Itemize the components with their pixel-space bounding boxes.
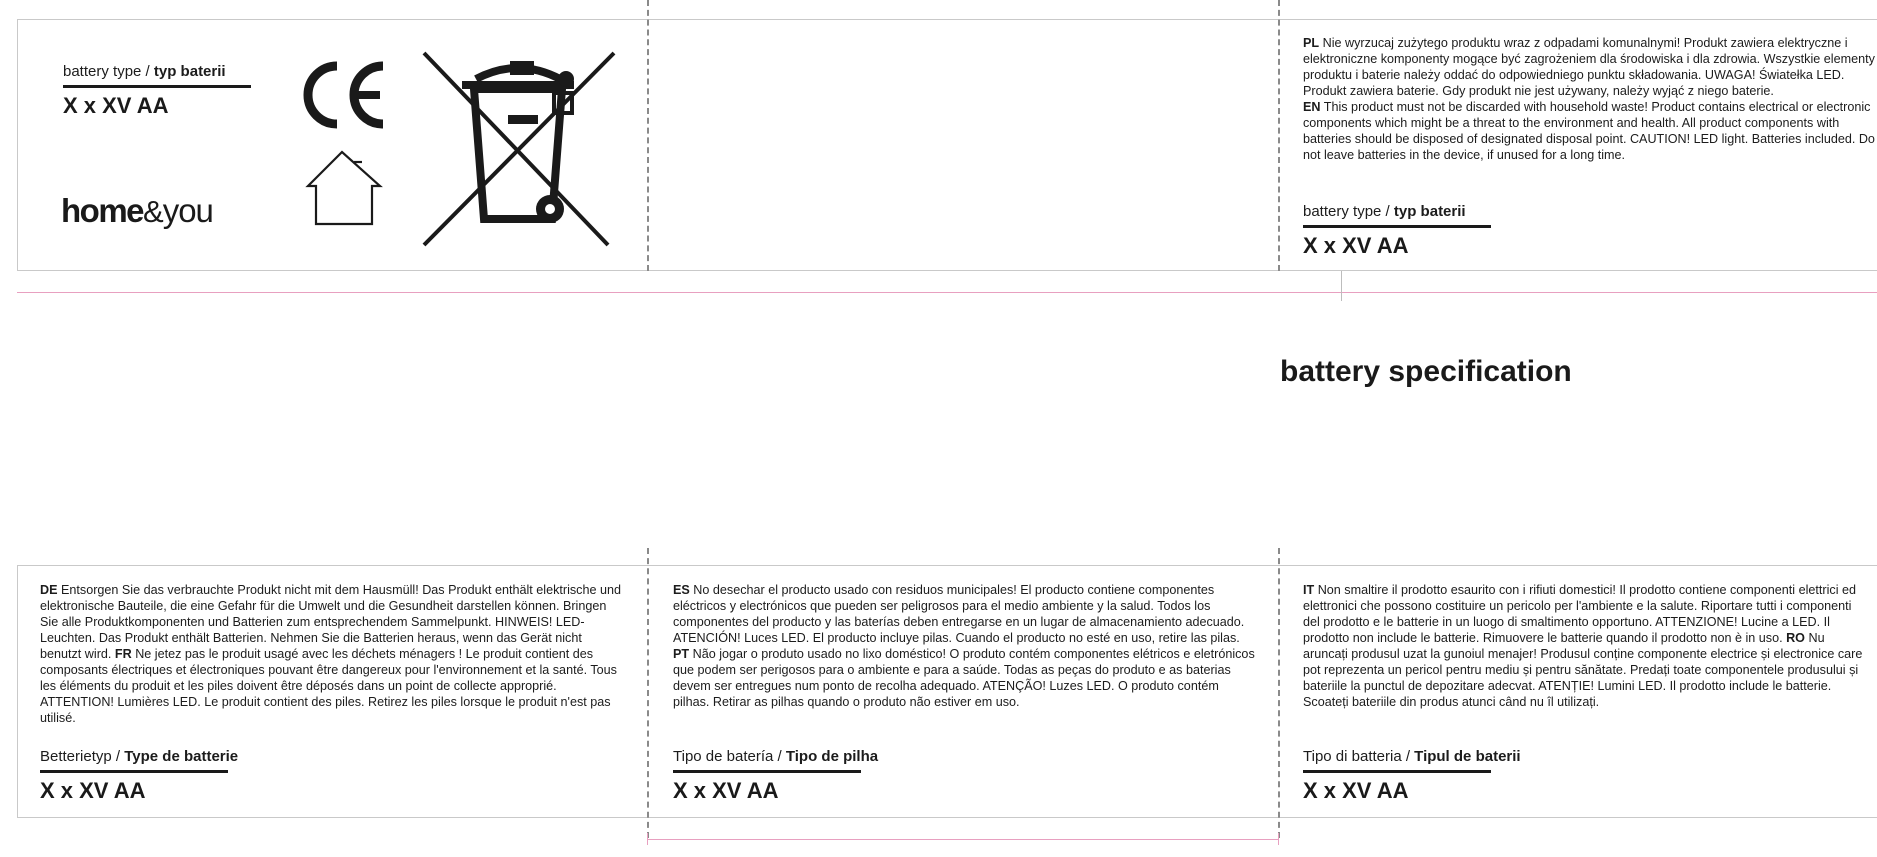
cut-mark-left: [647, 833, 648, 845]
spec-leader-line: [1341, 271, 1342, 301]
battery-type-value: X x XV AA: [40, 778, 146, 803]
battery-type-label: Betterietyp / Type de batterie: [40, 748, 239, 765]
fold-line-1-bottom: [647, 548, 649, 838]
pl-en-disposal-text: PL Nie wyrzucaj zużytego produktu wraz z odpadami komunalnymi! Produkt zawiera elektryczne i elektroniczne komponenty mogące być zagrożeniem dla środowiska i dla zdrowia. Wszystkie elementy produktu i baterie należy oddać do odpowiedniego punktu składowania. UWAGA! Światełka LED. Produkt zawiera baterie. Gdy produkt nie jest używany, należy wyjąć z niego baterie. EN This product must not be discarded with household waste! Product contains electrical or electronic components which might be a threat to the environment and health. All product components with batteries should be disposed of designated disposal point. CAUTION! LED light. Batteries included. Do not leave batteries in the device, if unused for a long time.: [1303, 36, 1875, 162]
brand-logo: home&you: [61, 192, 213, 229]
battery-type-label: Tipo di batteria / Tipul de baterii: [1303, 748, 1521, 765]
battery-type-value: X x XV AA: [673, 778, 779, 803]
de-fr-disposal-text: DE Entsorgen Sie das verbrauchte Produkt nicht mit dem Hausmüll! Das Produkt enthält elektrische und elektronische Bauteile, die eine Gefahr für die Umwelt und die Gesundheit darstellen können. Bringen Sie alle Produktkomponenten und Batterien zum entsprechendem Sammelpunkt. HINWEIS! LED-Leuchten. Das Produkt enthält Batterien. Nehmen Sie die Batterien heraus, wenn das Gerät nicht benutzt wird. FR Ne jetez pas le produit usagé avec les déchets ménagers ! Le produit contient des composants électriques et électroniques pouvant être dangereux pour l'environnement et la santé. Tous les éléments du produit et les piles doivent être déposés dans un point de collecte approprié. ATTENTION! Lumières LED. Le produit contient des piles. Retirez les piles lorsque le produit n'est pas utilisé.: [40, 583, 622, 725]
battery-type-rule: [1303, 770, 1491, 773]
battery-type-label: Tipo de batería / Tipo de pilha: [673, 748, 879, 765]
battery-type-label: battery type / typ baterii: [63, 63, 226, 80]
battery-type-rule: [1303, 225, 1491, 228]
it-ro-disposal-text: IT Non smaltire il prodotto esaurito con i rifiuti domestici! Il prodotto contiene componenti elettrici ed elettronici che possono costituire un pericolo per l'ambiente e la salute. Riportare tutti i componenti del prodotto e le batterie in un luogo di smaltimento opportuno. ATTENZIONE! Lucine a LED. Il prodotto non include le batterie. Rimuovere le batterie quando il prodotto non è in uso. RO Nu aruncați produsul uzat la gunoiul menajer! Produsul conține componente electrice și electronice care pot reprezenta un pericol pentru mediu și pentru sănătate. Predați toate componentele produsului și bateriile la punctul de depozitare adecvat. ATENȚIE! Lumini LED. Il prodotto include le batterie. Scoateți bateriile din produs atunci când nu îl utilizați.: [1303, 583, 1863, 709]
fold-line-1-top: [647, 0, 649, 271]
battery-type-value: X x XV AA: [63, 93, 169, 118]
battery-specification-title: battery specification: [1280, 355, 1572, 388]
fold-line-2-top: [1278, 0, 1280, 271]
cut-line-top: [17, 292, 1877, 293]
battery-type-value: X x XV AA: [1303, 778, 1409, 803]
battery-type-value: X x XV AA: [1303, 233, 1409, 258]
house-icon: [302, 148, 386, 228]
battery-type-label: battery type / typ baterii: [1303, 203, 1466, 220]
battery-type-rule: [40, 770, 228, 773]
battery-type-rule: [63, 85, 251, 88]
es-pt-disposal-text: ES No desechar el producto usado con residuos municipales! El producto contiene componentes eléctricos y electrónicos que pueden ser peligrosos para el medio ambiente y la salud. Todos los componentes del producto y las baterías deben entregarse en un lugar de almacenamiento adecuado. ATENCIÓN! Luces LED. El producto incluye pilas. Cuando el producto no esté en uso, retire las pilas. PT Não jogar o produto usado no lixo doméstico! O produto contém componentes elétricos e eletrónicos que podem ser perigosos para o ambiente e para a saúde. Todas as peças do produto e as baterias devem ser entregues num ponto de recolha adequado. ATENÇÃO! Luzes LED. O produto contém pilhas. Retirar as pilhas quando o produto não estiver em uso.: [673, 583, 1255, 709]
fold-line-2-bottom: [1278, 548, 1280, 838]
cut-mark-right: [1278, 833, 1279, 845]
crossed-wheelie-bin-icon: [418, 49, 618, 249]
cut-line-bottom: [647, 839, 1279, 840]
ce-mark-icon: [295, 60, 389, 130]
battery-type-rule: [673, 770, 861, 773]
